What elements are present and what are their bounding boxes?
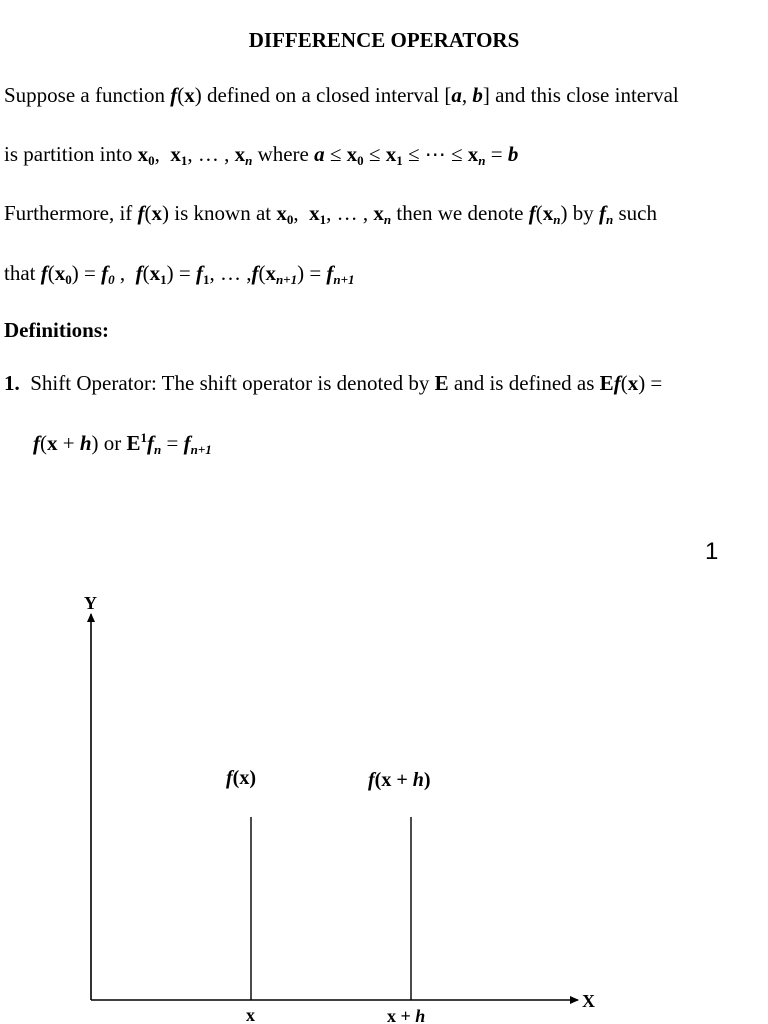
page-number: 1 bbox=[705, 538, 719, 565]
definition-item-1: 1. Shift Operator: The shift operator is denoted by E and is defined as Ef(x) = bbox=[4, 371, 663, 395]
label-fxh: f(x + h) bbox=[368, 769, 431, 791]
definition-item-1-cont: f(x + h) or $E^1f_n = f_{n+1}$ bbox=[33, 430, 212, 457]
tick-label-xh: x + h bbox=[387, 1006, 426, 1024]
paragraph-line-1: Suppose a function f(x) defined on a closed interval [a, b] and this close interval bbox=[4, 83, 679, 107]
x-axis-label: X bbox=[582, 991, 595, 1011]
y-axis-label: Y bbox=[84, 593, 97, 613]
label-fx: f(x) bbox=[226, 767, 256, 789]
paragraph-line-3: Furthermore, if f(x) is known at $x_0$, $x_1$, … , $x_n$ then we denote $f(x_n)$ by $f_n$ such bbox=[4, 201, 657, 227]
definitions-heading: Definitions: bbox=[4, 318, 109, 342]
page-title: DIFFERENCE OPERATORS bbox=[248, 28, 520, 52]
paragraph-line-4: that $f(x_0) = f_0$ , $f(x_1) = f_1$, … $,f(x_{n+1}) = f_{n+1}$ bbox=[4, 261, 355, 287]
paragraph-line-2: is partition into $x_0$, $x_1$, … , $x_n$ where $a \le x_0 \le x_1$ ≤ ⋯ ≤ $x_n = b$ bbox=[4, 142, 519, 168]
tick-label-x: x bbox=[246, 1005, 255, 1024]
